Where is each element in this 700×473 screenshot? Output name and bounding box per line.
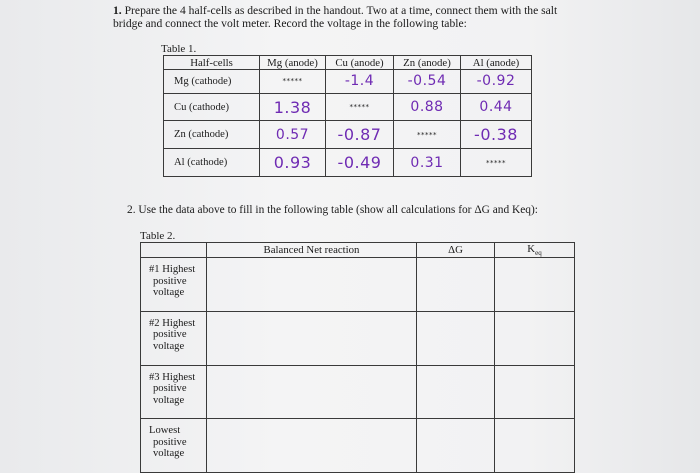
question-1 (113, 4, 583, 30)
blank-cell-marker: ***** (461, 149, 532, 177)
blank-cell-marker: ***** (326, 93, 394, 121)
row-label (141, 419, 207, 473)
voltage-table-header-row (164, 56, 532, 70)
keq-cell[interactable] (495, 419, 575, 473)
corner-header: Half-cells (164, 56, 260, 70)
reaction-cell[interactable] (207, 311, 417, 365)
row-label-line: #1 Highest (149, 264, 196, 276)
voltage-value: 0.31 (394, 149, 461, 177)
table-1-caption: Table 1. (161, 43, 197, 55)
row-label-line: Lowest (149, 425, 181, 437)
delta-g-cell[interactable] (417, 258, 495, 312)
table-row (164, 149, 532, 177)
table-row (164, 121, 532, 149)
row-label: Zn (cathode) (164, 121, 260, 149)
voltage-value: 0.93 (260, 149, 326, 177)
row-label-line: #3 Highest (149, 371, 196, 383)
voltage-value: -0.38 (461, 121, 532, 149)
reaction-cell[interactable] (207, 365, 417, 419)
voltage-value: -1.4 (326, 70, 394, 94)
column-header: Balanced Net reaction (207, 243, 417, 258)
row-label-line: voltage (153, 394, 185, 406)
results-table-header-row (141, 243, 575, 258)
delta-g-cell[interactable] (417, 311, 495, 365)
table-row (141, 311, 575, 365)
voltage-value: 0.44 (461, 93, 532, 121)
voltage-value: 1.38 (260, 93, 326, 121)
question-1-text: Prepare the 4 half-cells as described in the handout. Two at a time, connect them with the salt bridge and connect the volt meter. Record the voltage in the following table: (113, 4, 558, 30)
voltage-value: -0.49 (326, 149, 394, 177)
column-header (495, 243, 575, 258)
row-label-line: positive (153, 383, 187, 395)
keq-subscript: eq (535, 249, 542, 258)
voltage-value: -0.87 (326, 121, 394, 149)
row-label-line: #2 Highest (149, 317, 196, 329)
row-label-line: voltage (153, 448, 185, 460)
reaction-cell[interactable] (207, 419, 417, 473)
keq-cell[interactable] (495, 311, 575, 365)
table-row (164, 70, 532, 94)
keq-cell[interactable] (495, 365, 575, 419)
row-label (141, 365, 207, 419)
table-row (141, 419, 575, 473)
column-header: Cu (anode) (326, 56, 394, 70)
row-label (141, 311, 207, 365)
voltage-value: 0.88 (394, 93, 461, 121)
question-1-number: 1. (113, 4, 122, 17)
row-label: Cu (cathode) (164, 93, 260, 121)
reaction-cell[interactable] (207, 258, 417, 312)
results-table (140, 242, 575, 473)
row-label: Mg (cathode) (164, 70, 260, 94)
column-header: Zn (anode) (394, 56, 461, 70)
voltage-value: -0.92 (461, 70, 532, 94)
question-2: 2. Use the data above to fill in the following table (show all calculations for ΔG and Keq): (127, 204, 538, 216)
row-label-line: positive (153, 329, 187, 341)
column-header: Mg (anode) (260, 56, 326, 70)
delta-g-cell[interactable] (417, 419, 495, 473)
column-header: ΔG (417, 243, 495, 258)
row-label-line: positive (153, 436, 187, 448)
voltage-value: 0.57 (260, 121, 326, 149)
table-2-caption: Table 2. (140, 230, 176, 242)
row-label-line: voltage (153, 287, 185, 299)
row-label-line: positive (153, 275, 187, 287)
corner-header (141, 243, 207, 258)
delta-g-cell[interactable] (417, 365, 495, 419)
table-row (164, 93, 532, 121)
row-label: Al (cathode) (164, 149, 260, 177)
keq-symbol: K (527, 243, 536, 255)
row-label-line: voltage (153, 340, 185, 352)
blank-cell-marker: ***** (394, 121, 461, 149)
row-label (141, 258, 207, 312)
voltage-value: -0.54 (394, 70, 461, 94)
column-header: Al (anode) (461, 56, 532, 70)
keq-cell[interactable] (495, 258, 575, 312)
table-row (141, 258, 575, 312)
blank-cell-marker: ***** (260, 70, 326, 94)
voltage-table (163, 55, 532, 177)
table-row (141, 365, 575, 419)
